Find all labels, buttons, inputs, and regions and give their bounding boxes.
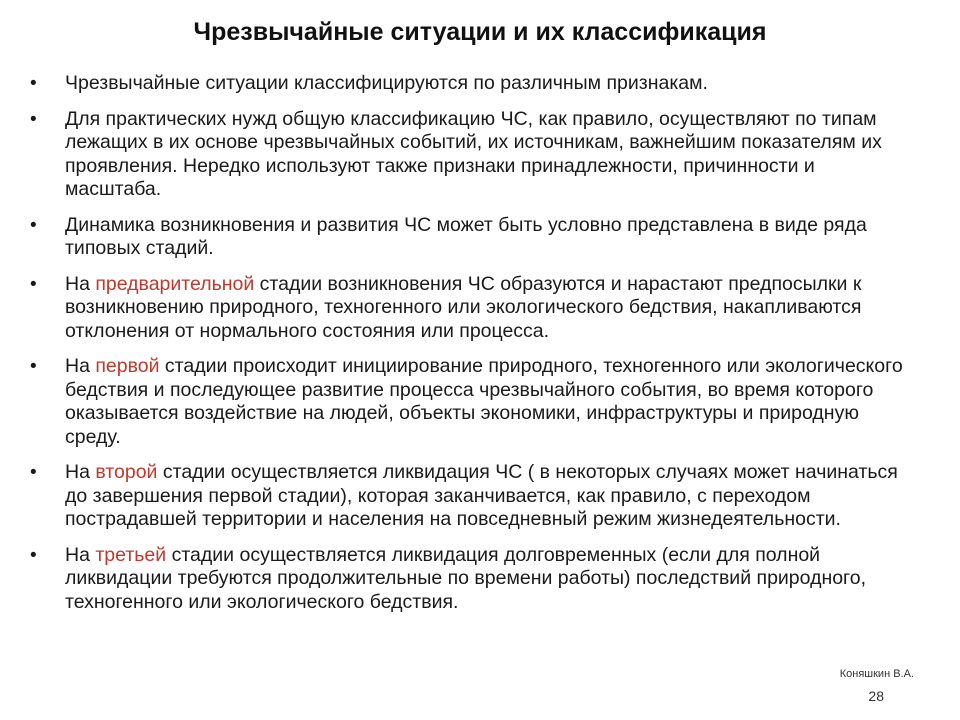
bullet-icon: • [30,73,37,94]
bullet-text-rest: стадии возникновения ЧС образуются и нарастают предпосылки к возникновению природного, техногенного или экологического бедствия, накапливаются отклонения от нормального состояния или процесса. [65,272,862,342]
bullet-item [30,108,910,202]
bullet-item [30,72,910,96]
bullet-item [30,355,910,449]
bullet-text: Чрезвычайные ситуации классифицируются по различным признакам. [65,72,708,94]
bullet-icon: • [30,462,37,483]
bullet-icon: • [30,214,37,236]
bullet-item [30,214,910,261]
bullet-text-rest: стадии осуществляется ликвидация ЧС ( в некоторых случаях может начинаться до завершения первой стадии), которая заканчивается, как правило, с переходом пострадавшей территории и населения на повседневный режим жизнедеятельности. [65,461,898,530]
slide-title: Чрезвычайные ситуации и их классификация [193,18,767,46]
bullet-text-rest: стадии осуществляется ликвидация долговременных (если для полной ликвидации требуются продолжительные по времени работы) последствий природного, техногенного или экологического бедствия. [65,543,867,613]
bullet-icon: • [30,544,37,566]
bullet-text: Для практических нужд общую классификацию ЧС, как правило, осуществляют по типам лежащих в их основе чрезвычайных событий, их источникам, важнейшим показателям их проявления. Нередко используют также признаки принадлежности, причинности и масштаба. [65,107,882,200]
bullet-text-prefix: На [65,543,96,566]
bullet-list [30,72,910,626]
stage-highlight: третьей [95,543,167,566]
bullet-icon: • [30,273,37,295]
bullet-text: Динамика возникновения и развития ЧС может быть условно представлена в виде ряда типовых стадий. [65,213,867,259]
author-name: Коняшкин В.А. [839,668,914,680]
bullet-text-rest: стадии происходит инициирование природного, техногенного или экологического бедствия и последующее развитие процесса чрезвычайного события, во время которого оказывается воздействие на людей, объекты экономики, инфраструктуры и природную среду. [65,355,903,448]
bullet-icon: • [30,108,37,130]
bullet-item [30,273,910,344]
bullet-item [30,461,910,532]
bullet-text-prefix: На [65,355,96,377]
bullet-item [30,544,910,615]
bullet-icon: • [30,356,37,377]
bullet-text-prefix: На [65,461,96,483]
page-number: 28 [868,688,884,704]
stage-highlight: первой [95,355,160,377]
stage-highlight: предварительной [95,272,255,295]
bullet-text-prefix: На [65,272,96,295]
stage-highlight: второй [95,461,158,483]
